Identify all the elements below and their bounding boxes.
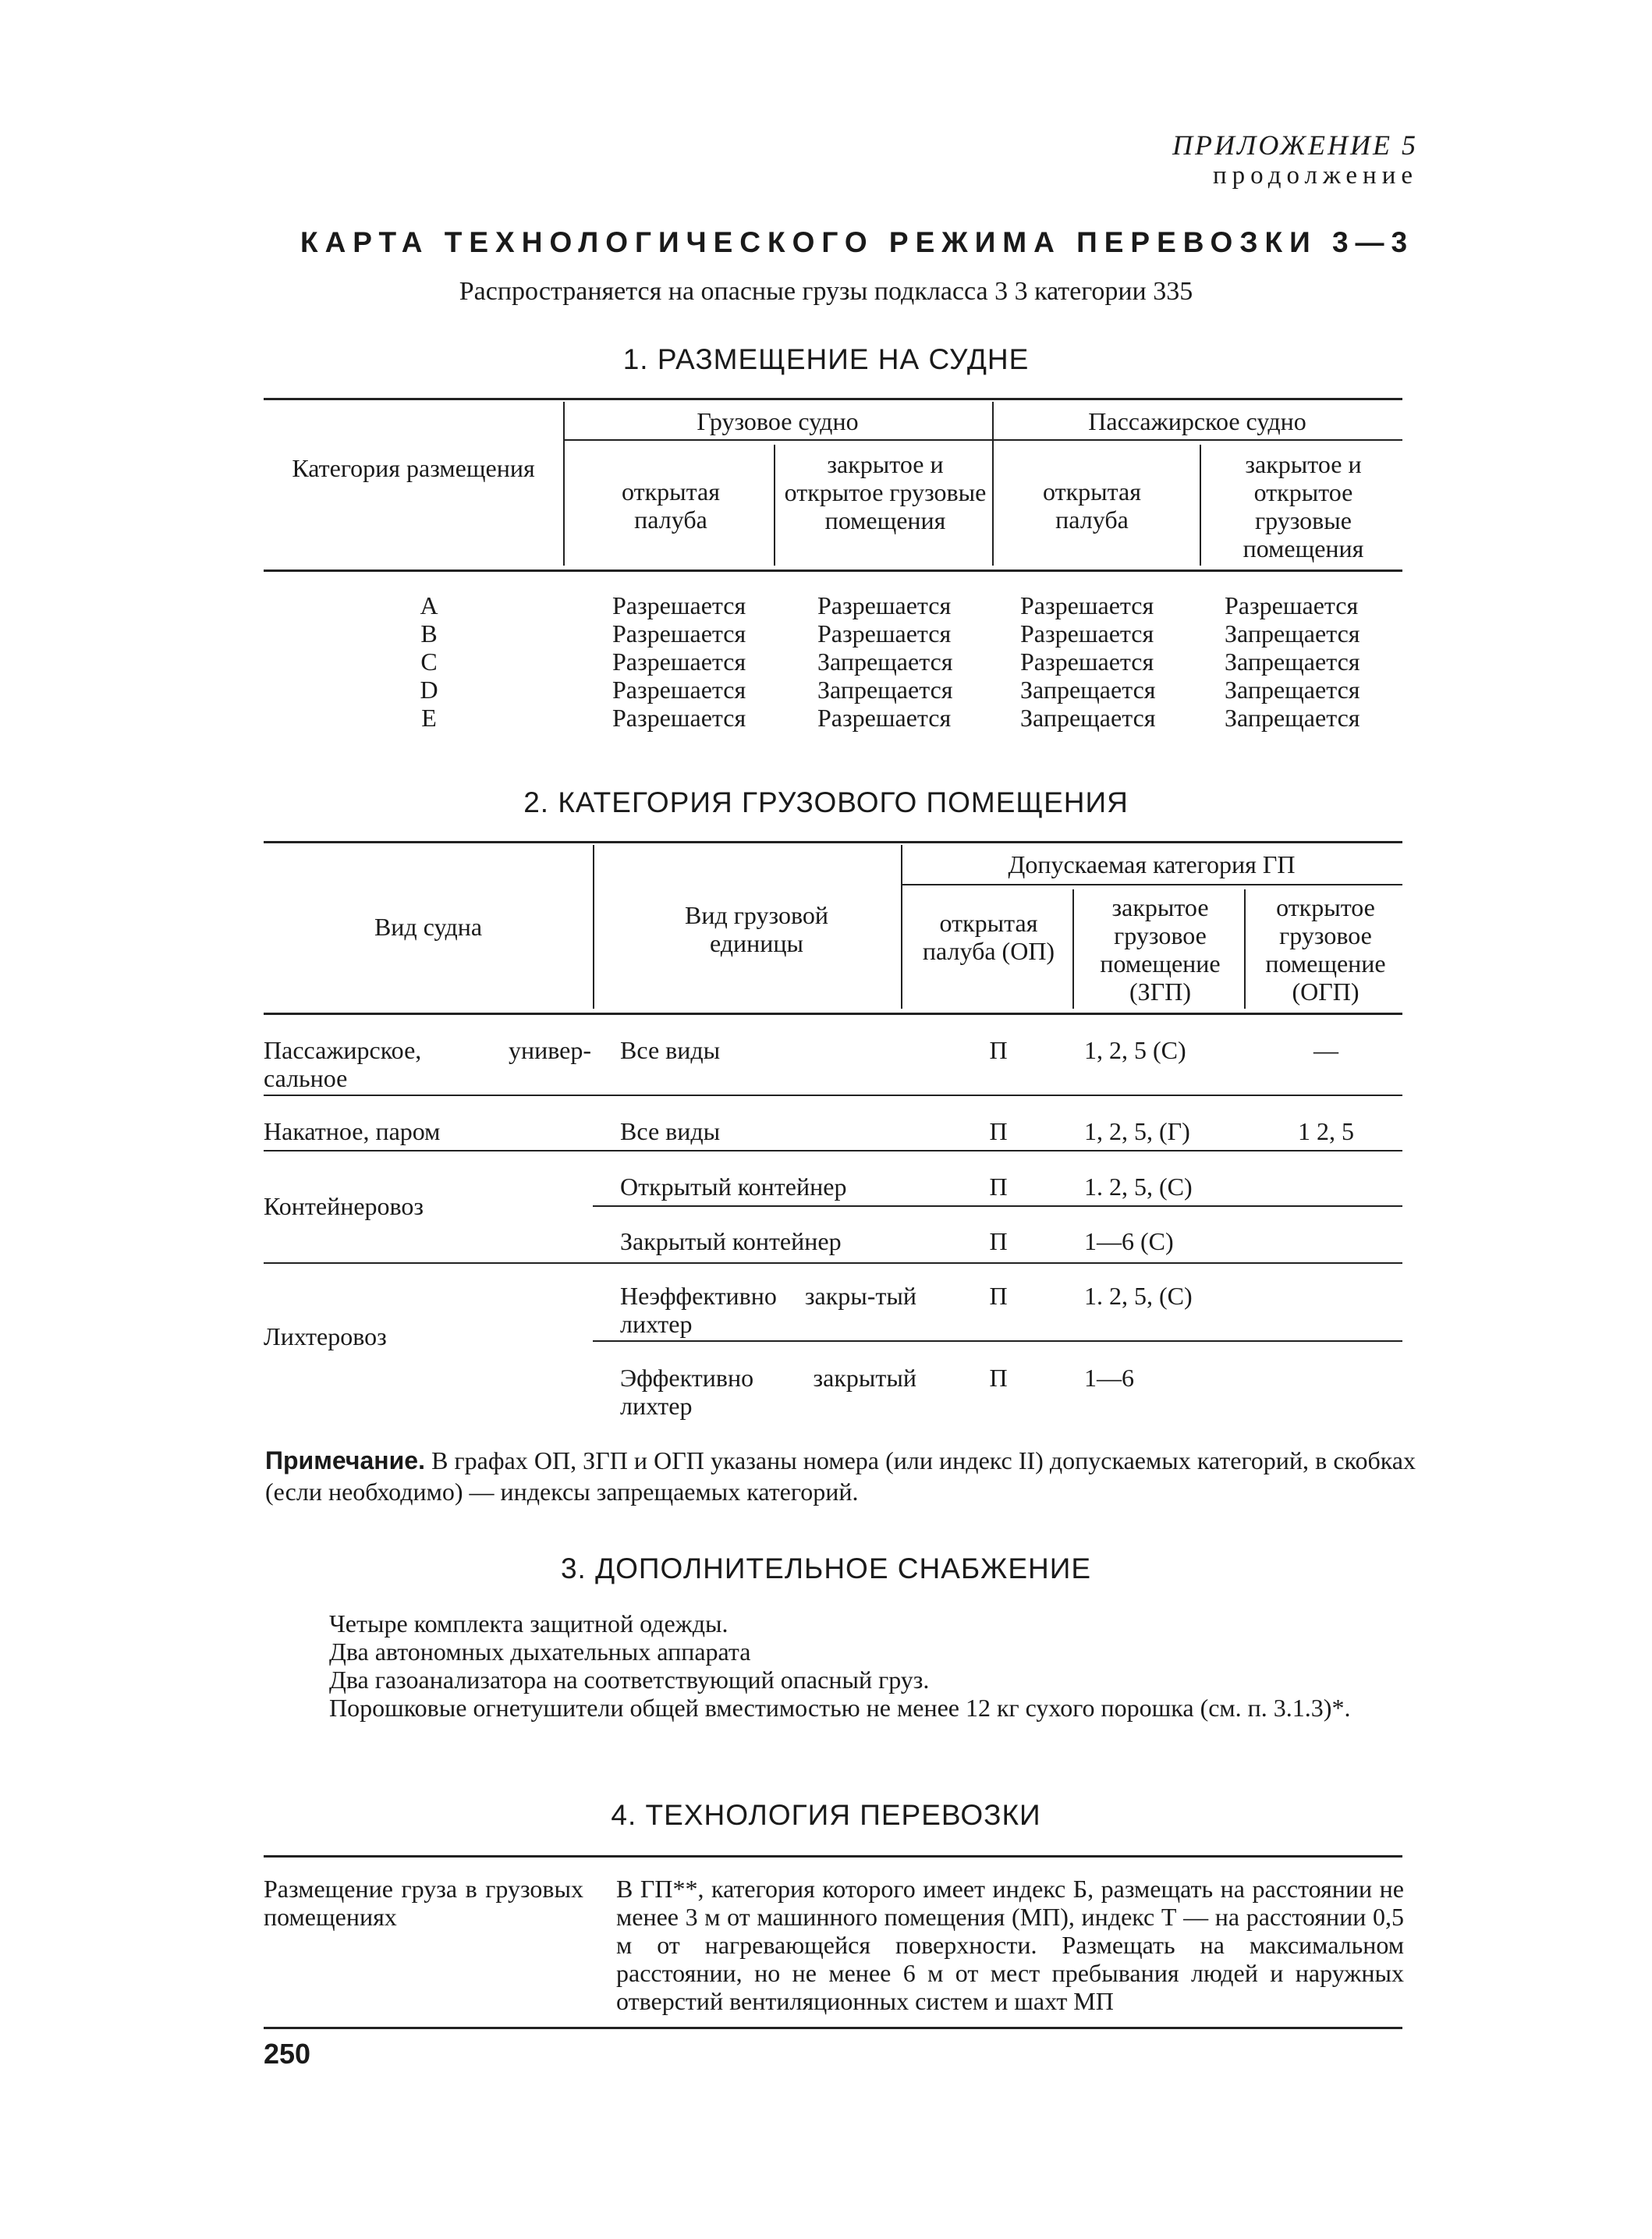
ogp-value: 1 2, 5 (1298, 1117, 1354, 1145)
cell-value: Разрешается (1020, 619, 1154, 648)
passenger-closed-values (1225, 591, 1360, 732)
supply-line-4: Порошковые огнетушители общей вместимостью не менее 12 кг сухого порошка (см. п. 3.1.3)*. (329, 1694, 1351, 1722)
op-value: П (989, 1364, 1008, 1392)
sub-closed-hold-cargo: закрытое и открытое грузовые помещения (784, 450, 987, 534)
document-title: КАРТА ТЕХНОЛОГИЧЕСКОГО РЕЖИМА ПЕРЕВОЗКИ 3—3 (300, 226, 1415, 258)
unit-effective-lighter: Эффективно закрытый лихтер (620, 1364, 916, 1420)
vessel-container-ship: Контейнеровоз (264, 1192, 424, 1220)
sub-ogp-header: открытое грузовое помещение (ОГП) (1265, 893, 1386, 1006)
group-passenger-ship: Пассажирское судно (1088, 407, 1306, 435)
unit-all-types: Все виды (620, 1036, 721, 1064)
table-row-cat: E (421, 704, 437, 732)
group-cargo-ship: Грузовое судно (697, 407, 859, 435)
cell-value: Разрешается (817, 619, 952, 648)
zgp-value: 1, 2, 5 (С) (1084, 1036, 1186, 1064)
ogp-value: — (1313, 1036, 1338, 1064)
section1-heading: 1. РАЗМЕЩЕНИЕ НА СУДНЕ (622, 343, 1030, 375)
col-vessel-header: Вид судна (374, 913, 483, 941)
op-value: П (989, 1036, 1008, 1064)
cell-value: Разрешается (612, 676, 746, 704)
section3-heading: 3. ДОПОЛНИТЕЛЬНОЕ СНАБЖЕНИЕ (560, 1552, 1092, 1584)
section4-heading: 4. ТЕХНОЛОГИЯ ПЕРЕВОЗКИ (611, 1799, 1041, 1831)
cell-value: Запрещается (1225, 619, 1360, 648)
cell-value: Разрешается (817, 591, 952, 619)
cell-value: Запрещается (817, 676, 953, 704)
unit-open-container: Открытый контейнер (620, 1173, 847, 1201)
table-row-cat: D (420, 676, 438, 704)
passenger-open-values (1020, 591, 1155, 732)
vessel-lighter-carrier: Лихтеровоз (264, 1322, 387, 1350)
vessel-passenger: Пассажирское, универ-сальное (264, 1036, 591, 1092)
zgp-value: 1—6 (1084, 1364, 1134, 1392)
document-subtitle: Распространяется на опасные грузы подкласса 3 3 категории 335 (459, 277, 1193, 306)
table-row-cat: B (420, 619, 438, 648)
cell-value: Запрещается (1225, 648, 1360, 676)
cell-value: Разрешается (817, 704, 952, 732)
supply-line-2: Два автономных дыхательных аппарата (329, 1638, 751, 1666)
cell-value: Запрещается (1020, 676, 1156, 704)
note-label: Примечание. (265, 1446, 425, 1474)
cell-value: Разрешается (612, 704, 746, 732)
cargo-open-values (612, 591, 746, 732)
unit-closed-container: Закрытый контейнер (620, 1227, 842, 1255)
op-value: П (989, 1173, 1008, 1201)
cell-value: Запрещается (1225, 704, 1360, 732)
appendix-label: ПРИЛОЖЕНИЕ 5 (1172, 130, 1418, 161)
cell-value: Разрешается (612, 591, 746, 619)
supply-line-3: Два газоанализатора на соответствующий опасный груз. (329, 1666, 930, 1694)
sub-open-deck-passenger: открытая палуба (1043, 477, 1141, 534)
vessel-roro: Накатное, паром (264, 1117, 441, 1145)
section2-heading: 2. КАТЕГОРИЯ ГРУЗОВОГО ПОМЕЩЕНИЯ (523, 786, 1129, 818)
table-row-cat: A (420, 591, 438, 619)
table-note (265, 1445, 1416, 1507)
op-value: П (989, 1282, 1008, 1310)
table-row-cat: C (420, 648, 438, 676)
unit-all-types: Все виды (620, 1117, 721, 1145)
cell-value: Разрешается (1225, 591, 1359, 619)
col-unit-header: Вид грузовой единицы (685, 901, 828, 957)
cell-value: Разрешается (612, 619, 746, 648)
category-letters (390, 591, 468, 732)
cell-value: Разрешается (1020, 648, 1154, 676)
sub-closed-hold-passenger: закрытое и открытое грузовые помещения (1243, 450, 1364, 562)
cargo-closed-values (817, 591, 952, 732)
op-value: П (989, 1117, 1008, 1145)
sub-open-deck-cargo: открытая палуба (622, 477, 720, 534)
sub-zgp-header: закрытое грузовое помещение (ЗГП) (1100, 893, 1221, 1006)
note-text: В графах ОП, ЗГП и ОГП указаны номера (или индекс II) допускаемых категорий, в скобках (если необходимо) — индексы запрещаемых категорий. (265, 1446, 1416, 1506)
col-category-header: Категория размещения (292, 454, 535, 482)
sub-op-header: открытая палуба (ОП) (922, 909, 1055, 965)
group-allowed-header: Допускаемая категория ГП (1008, 850, 1296, 878)
cell-value: Запрещается (817, 648, 953, 676)
page-number: 250 (264, 2038, 311, 2070)
continued-label: продолжение (1212, 161, 1418, 190)
zgp-value: 1—6 (С) (1084, 1227, 1174, 1255)
zgp-value: 1. 2, 5, (С) (1084, 1282, 1193, 1310)
zgp-value: 1, 2, 5, (Г) (1084, 1117, 1190, 1145)
supply-line-1: Четыре комплекта защитной одежды. (329, 1609, 729, 1638)
cell-value: Разрешается (612, 648, 746, 676)
cell-value: Запрещается (1020, 704, 1156, 732)
technology-row-text: В ГП**, категория которого имеет индекс Б, размещать на расстоянии не менее 3 м от машинного помещения (МП), индекс Т — на расстоянии 0,5 м от нагревающейся поверхности. Размещать на максимальном расстоянии, но не менее 6 м от мест пребывания людей и наружных отверстий вентиляционных систем и шахт МП (616, 1875, 1404, 2015)
op-value: П (989, 1227, 1008, 1255)
cell-value: Запрещается (1225, 676, 1360, 704)
technology-row-label: Размещение груза в грузовых помещениях (264, 1875, 583, 1931)
cell-value: Разрешается (1020, 591, 1154, 619)
zgp-value: 1. 2, 5, (С) (1084, 1173, 1193, 1201)
unit-ineffective-lighter: Неэффективно закры-тый лихтер (620, 1282, 916, 1338)
